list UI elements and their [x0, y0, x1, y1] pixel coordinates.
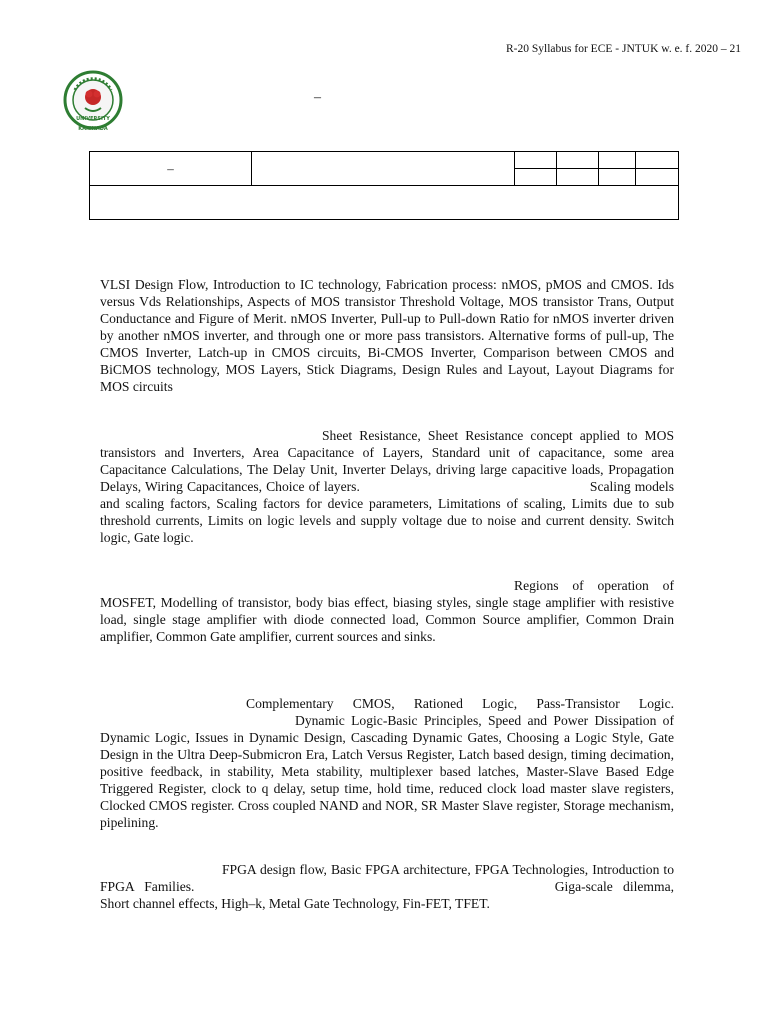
unit-2-part1: Sheet Resistance, Sheet Resistance concept applied to MOS transistors and Inverters, Area Capacitance of Layers, Standard unit of capacitance, some area Capacitance Calculations, The Delay Unit, Inverter Delays, driving large capacitive loads, Propagation Delays, Wiring Capacitances, Choice of layers. — [100, 428, 674, 494]
credit-value-c — [636, 169, 679, 186]
credit-value-t — [557, 169, 599, 186]
credit-value-l — [515, 169, 557, 186]
svg-text:KAKINADA: KAKINADA — [78, 126, 108, 132]
unit-2-text — [100, 427, 674, 546]
course-title-cell — [252, 152, 515, 186]
unit-3-body: Regions of operation of MOSFET, Modelling of transistor, body bias effect, biasing styles, single stage amplifier with resistive load, single stage amplifier with diode connected load, Common Source amplifier, Common Drain amplifier, Common Gate amplifier, current sources and sinks. — [100, 578, 674, 644]
credit-header-t — [557, 152, 599, 169]
unit-4-part1: Complementary CMOS, Rationed Logic, Pass-Transistor Logic. — [246, 696, 674, 711]
course-info-table — [89, 151, 679, 220]
unit-5-part1: FPGA design flow, Basic FPGA architecture, FPGA Technologies, Introduction to FPGA Families. — [100, 862, 674, 894]
title-dash: – — [314, 90, 321, 105]
unit-2-part2: Scaling models and scaling factors, Scaling factors for device parameters, Limitations of scaling, Limits due to sub threshold currents, Limits on logic levels and supply voltage due to noise and current density. Switch logic, Gate logic. — [100, 479, 674, 545]
credit-header-l — [515, 152, 557, 169]
course-code-dash: – — [167, 160, 174, 176]
course-code-cell — [90, 152, 252, 186]
university-seal-icon — [63, 70, 123, 132]
unit-3-text — [100, 577, 674, 645]
course-objectives-cell — [90, 186, 679, 220]
credit-header-c — [636, 152, 679, 169]
syllabus-header: R-20 Syllabus for ECE - JNTUK w. e. f. 2020 – 21 — [506, 43, 741, 55]
unit-5-part2: Giga-scale dilemma, Short channel effects, High–k, Metal Gate Technology, Fin-FET, TFET. — [100, 879, 674, 911]
unit-5-text — [100, 861, 674, 912]
unit-4-text — [100, 695, 674, 831]
credit-header-p — [599, 152, 636, 169]
unit-4-part2: Dynamic Logic-Basic Principles, Speed and Power Dissipation of Dynamic Logic, Issues in Dynamic Design, Cascading Dynamic Gates, Choosing a Logic Style, Gate Design in the Ultra Deep-Submicron Era, Latch Versus Register, Latch based design, timing decimation, positive feedback, in stability, Meta stability, multiplexer based latches, Master-Slave Based Edge Triggered Register, clock to q delay, setup time, hold time, reduced clock load master slave registers, Clocked CMOS register. Cross coupled NAND and NOR, SR Master Slave register, Storage mechanism, pipelining. — [100, 713, 674, 830]
credit-value-p — [599, 169, 636, 186]
unit-1-text: VLSI Design Flow, Introduction to IC technology, Fabrication process: nMOS, pMOS and CMOS. Ids versus Vds Relationships, Aspects of MOS transistor Threshold Voltage, MOS transistor Trans, Output Conductance and Figure of Merit. nMOS Inverter, Pull-up to Pull-down Ratio for nMOS inverter driven by another nMOS inverter, and through one or more pass transistors. Alternative forms of pull-up, The CMOS Inverter, Latch-up in CMOS circuits, Bi-CMOS Inverter, Comparison between CMOS and BiCMOS technology, MOS Layers, Stick Diagrams, Design Rules and Layout, Layout Diagrams for MOS circuits — [100, 277, 674, 394]
svg-text:UNIVERSITY: UNIVERSITY — [76, 116, 110, 122]
